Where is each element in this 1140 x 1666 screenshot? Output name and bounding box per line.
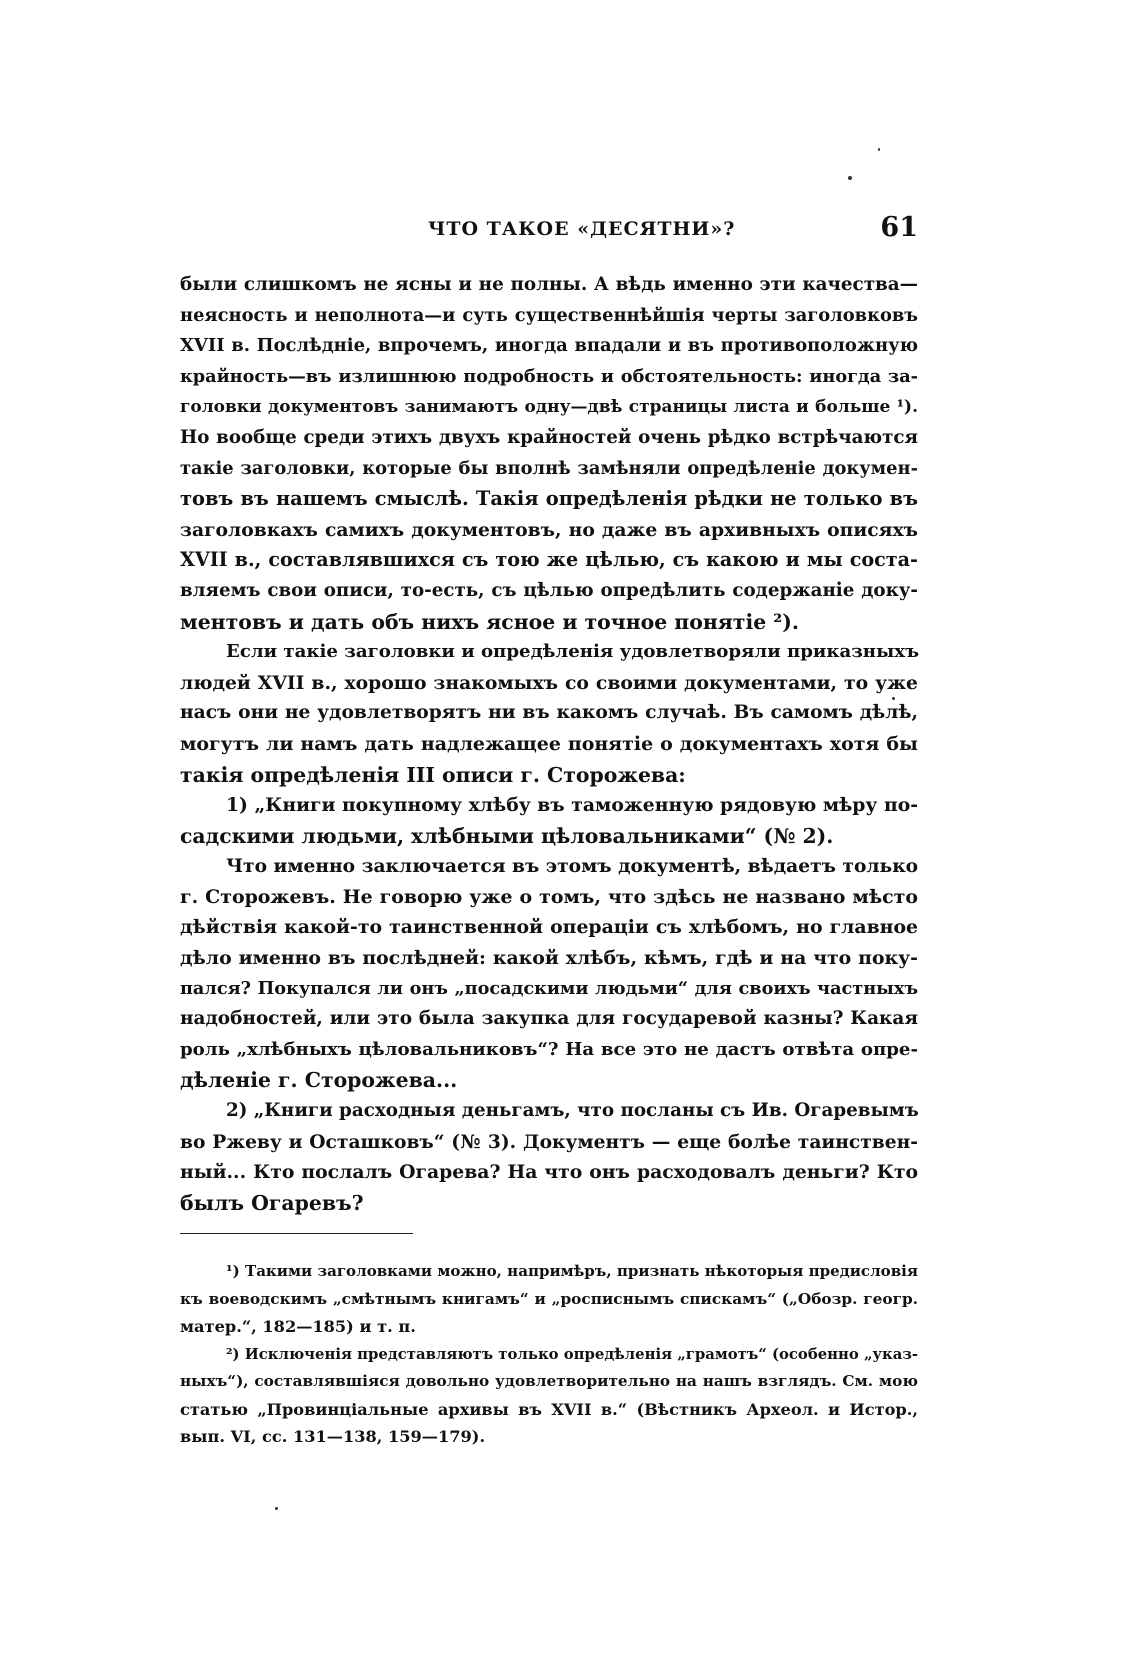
text-line: роль „хлѣбныхъ цѣловальниковъ“? На все это не дастъ отвѣта опре- [180,1038,918,1060]
text-line: людей XVII в., хорошо знакомыхъ со своими документами, то уже [180,671,918,694]
text-line: такія опредѣленія III описи г. Сторожева: [180,762,686,787]
text-line: Если такіе заголовки и опредѣленія удовлетворяли приказныхъ [226,641,920,663]
speck-mark [848,176,852,180]
text-line: дѣленіе г. Сторожева... [180,1068,458,1093]
text-line: насъ они не удовлетворятъ ни въ какомъ случаѣ. Въ самомъ дѣлѣ, [180,702,918,724]
text-line: неясность и неполнота—и суть существеннѣйшія черты заголовковъ [180,304,918,326]
text-line: заголовкахъ самихъ документовъ, но даже въ архивныхъ описяхъ [180,518,918,541]
text-line: товъ въ нашемъ смыслѣ. Такія опредѣленія рѣдки не только въ [180,487,918,511]
text-line: пался? Покупался ли онъ „посадскими людьми“ для своихъ частныхъ [180,977,918,999]
running-title: ЧТО ТАКОЕ «ДЕСЯТНИ»? [428,218,736,240]
text-line: головки документовъ занимаютъ одну—двѣ страницы листа и больше ¹). [180,397,918,418]
text-line: былъ Огаревъ? [180,1190,364,1215]
speck-mark [878,148,880,151]
text-line: дѣйствія какой-то таинственной операціи съ хлѣбомъ, но главное [180,916,918,939]
text-line: ный... Кто послалъ Огарева? На что онъ расходовалъ деньги? Кто [180,1161,918,1184]
text-line: Но вообще среди этихъ двухъ крайностей очень рѣдко встрѣчаются [180,426,918,448]
text-line: такіе заголовки, которые бы вполнѣ замѣняли опредѣленіе докумен- [180,457,918,479]
text-line: вляемъ свои описи, то-есть, съ цѣлью опредѣлить содержаніе доку- [180,579,918,601]
text-line: ментовъ и дать объ нихъ ясное и точное понятіе ²). [180,609,799,634]
text-line: XVII в. Послѣдніе, впрочемъ, иногда впадали и въ противоположную [180,335,918,357]
page-header [180,212,918,252]
footnote-line: ¹) Такими заголовками можно, напримѣръ, признать нѣкоторыя предисловія [226,1262,918,1280]
text-line: могутъ ли намъ дать надлежащее понятіе о документахъ хотя бы [180,732,918,755]
text-line: крайность—въ излишнюю подробность и обстоятельность: иногда за- [180,365,918,387]
footnote-line: къ воеводскимъ „смѣтнымъ книгамъ“ и „росписнымъ спискамъ“ („Обозр. геогр. [180,1289,918,1308]
text-line: 2) „Книги расходныя деньгамъ, что посланы съ Ив. Огаревымъ [226,1100,919,1122]
footnotes [180,1258,918,1451]
body-text [180,270,918,1218]
footnote-line: вып. VI, сс. 131—138, 159—179). [180,1427,486,1446]
text-line: были слишкомъ не ясны и не полны. А вѣдь именно эти качества— [180,274,918,295]
text-line: во Ржеву и Осташковъ“ (№ 3). Документъ — еще болѣе таинствен- [180,1130,918,1153]
page-number: 61 [880,212,918,243]
footnote-line: ²) Исключенія представляютъ только опредѣленія „грамотъ“ (особенно „указ- [226,1344,918,1363]
footnote-line: ныхъ“), составлявшіяся довольно удовлетворительно на нашъ взглядъ. См. мою [180,1372,918,1390]
footnote-line: статью „Провинціальные архивы въ XVII в.“ (Вѣстникъ Археол. и Истор., [180,1399,918,1419]
footnote-divider [180,1233,413,1234]
text-line: Что именно заключается въ этомъ документѣ, вѣдаетъ только [226,855,919,878]
text-line: дѣло именно въ послѣдней: какой хлѣбъ, кѣмъ, гдѣ и на что поку- [180,947,918,970]
speck-mark [275,1507,278,1510]
text-line: садскими людьми, хлѣбными цѣловальниками“ (№ 2). [180,823,834,848]
text-line: 1) „Книги покупному хлѣбу въ таможенную рядовую мѣру по- [226,794,919,817]
text-line: XVII в., составлявшихся съ тою же цѣлью, съ какою и мы соста- [180,548,918,572]
footnote-line: матер.“, 182—185) и т. п. [180,1317,416,1336]
text-line: г. Сторожевъ. Не говорю уже о томъ, что здѣсь не названо мѣсто [180,885,918,908]
text-line: надобностей, или это была закупка для государевой казны? Какая [180,1008,918,1030]
